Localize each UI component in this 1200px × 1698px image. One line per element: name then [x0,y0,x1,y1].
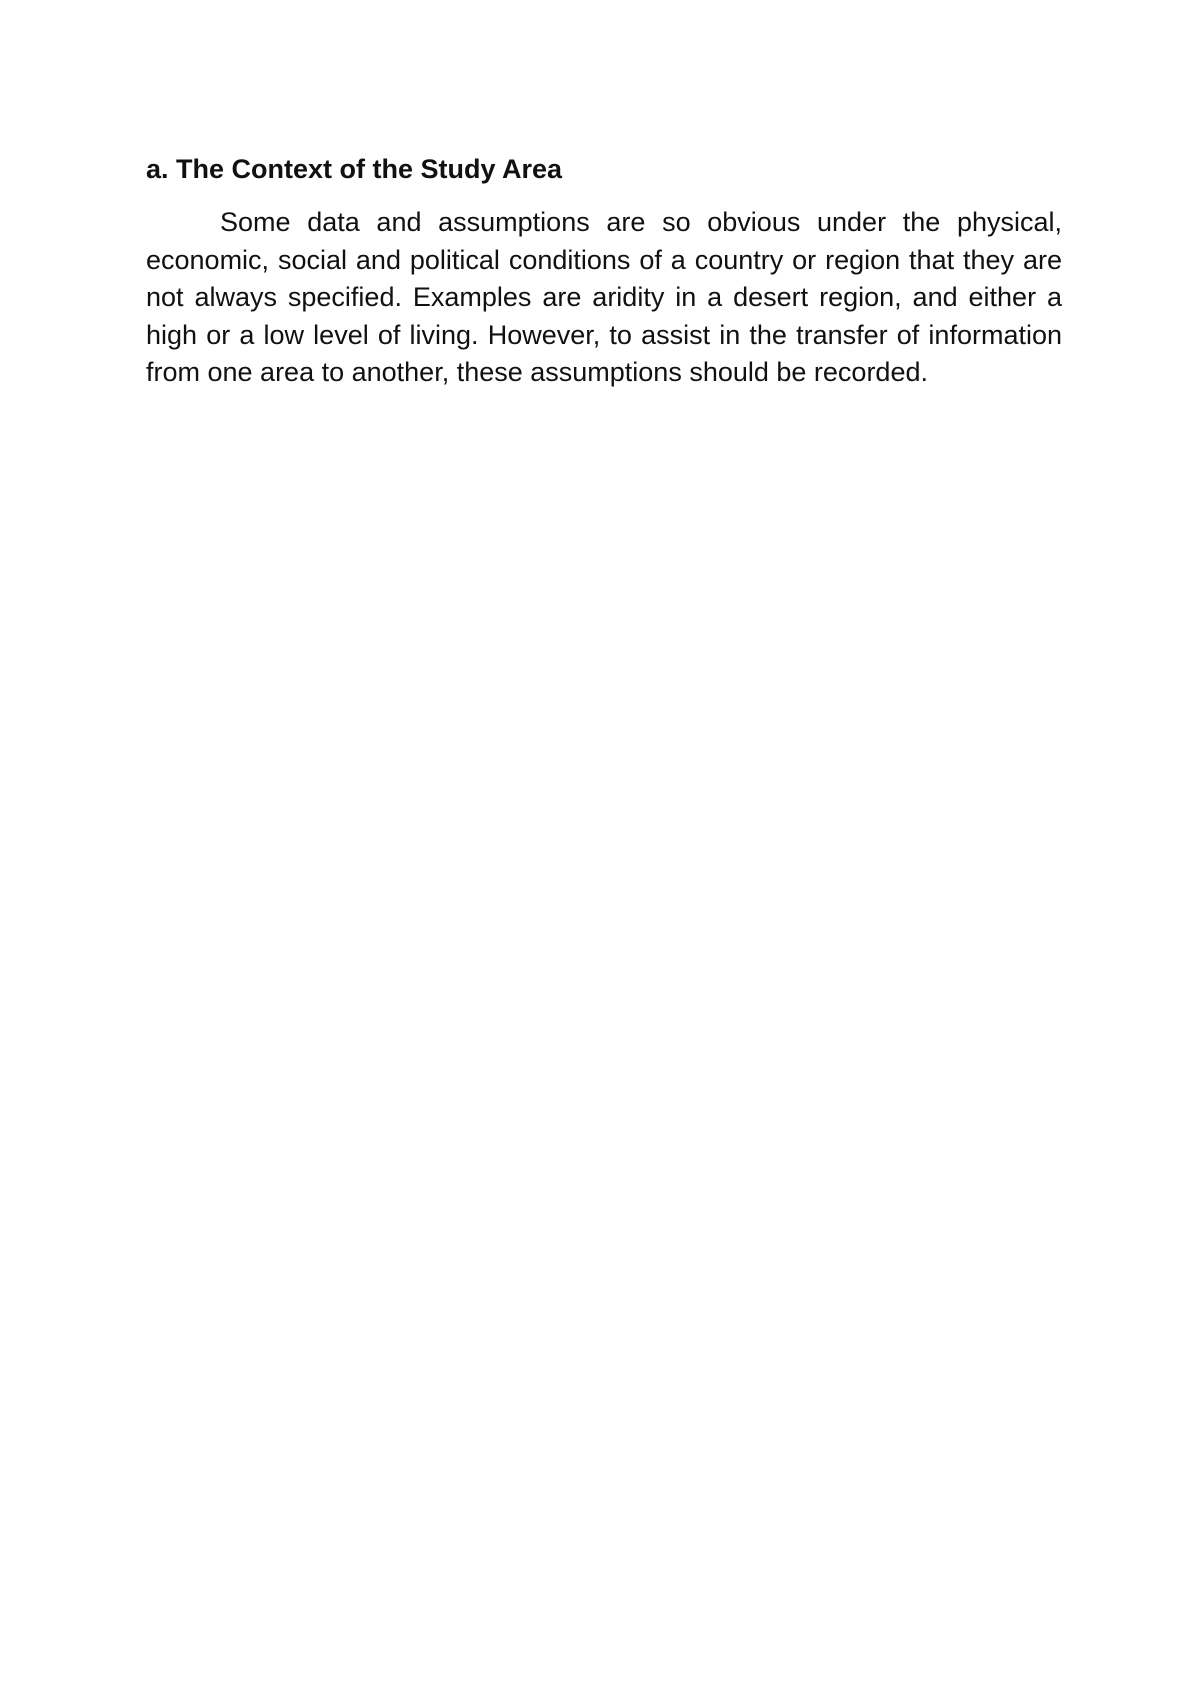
document-content [146,150,1062,392]
section-heading: a. The Context of the Study Area [146,154,563,184]
body-paragraph: Some data and assumptions are so obvious under the physical, economic, social and political conditions of a country or region that they are not always specified. Examples are aridity in a desert region, and either a high or a low level of living. However, to assist in the transfer of information from one area to another, these assumptions should be recorded. [146,207,1062,387]
